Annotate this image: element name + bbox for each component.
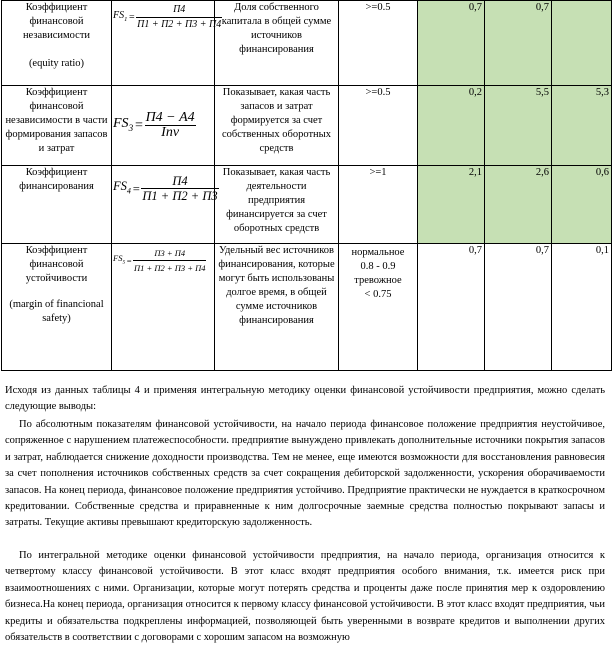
table-row [2,166,612,244]
formula: $FS_5=$ $\frac{П3 + П4}{П1 + П2 + П3 + П4}$ [113,248,206,273]
indicator-name-cell [2,244,112,371]
value-cell: 2,1 [418,166,485,244]
norm-cell: >=1 [339,166,418,244]
paragraph-integral-method: По интегральной методике оценки финансовой устойчивости предприятия, на начало периода, организация относится к четвертому классу финансовой устойчивости. В этот класс входят предприятия особого внимания, т.к. имеется риск при взаимоотношениях с ними. Организации, которые могут потерять средства и проценты даже после принятия мер к оздоровлению бизнеса.На конец периода, организация относится к первому классу финансовой устойчивости. В этот класс входят предприятия, чьи кредиты и обязательства подкреплены информацией, позволяющей быть уверенными в возврате кредитов и выполнении других обязательств в соответствии с договорами с хорошим запасом на возможную [5,550,605,644]
formula: $FS_1=$ $\frac{П4}{П1 + П2 + П3 + П4}$ [113,4,222,30]
norm-line: тревожное [354,275,402,286]
description-cell: Показывает, какая часть деятельности предприятия финансируется за счет оборотных средств [215,166,339,244]
indicator-name: Коэффициент финансовой независимости в части формирования запасов и затрат [5,87,108,154]
value-cell: 0,2 [418,86,485,166]
norm-line: < 0.75 [364,289,392,300]
value-cell: 0,7 [418,1,485,86]
formula-cell [112,244,215,371]
paragraph-absolute-indicators: По абсолютным показателям финансовой устойчивости, на начало периода финансовое положение предприятия неустойчивое, сопряженное с нарушением платежеспособности. предприятие вынуждено привлекать дополнительные источники покрытия запасов и затрат, наблюдается снижение доходности производства. Тем не менее, еще имеются возможности для восстановления равновесия за счет пополнения источников собственных средств за счет сокращения дебиторской задолженности, ускорения оборачиваемости запасов. На конец периода, финансовое положение предприятия устойчиво. Предприятие практически не нуждается в краткосрочном кредитовании. Собственные средства и приравненные к ним долгосрочные заемные средства полностью покрывают запасы и затраты. Текущие активы превышают кредиторскую задолженность. [5,419,605,529]
indicator-english-name: (margin of financional safety) [9,299,104,324]
norm-cell [339,244,418,371]
value-cell: 2,6 [485,166,552,244]
formula: $FS_4=$ $\frac{П4}{П1 + П2 + П3}$ [113,174,218,203]
indicator-name: Коэффициент финансирования [19,167,94,192]
value-cell: 0,6 [552,166,612,244]
value-cell: 0,7 [485,1,552,86]
indicator-name: Коэффициент финансовой независимости [22,2,91,41]
formula-cell [112,1,222,86]
formula-cell [112,86,215,166]
indicator-name-cell [2,166,112,244]
norm-line: 0.8 - 0.9 [360,261,396,272]
table-row [2,86,612,166]
norm-cell: >=0.5 [339,86,418,166]
value-cell [552,1,612,86]
indicator-english-name: (equity ratio) [28,58,85,69]
value-cell: 0,1 [552,244,612,371]
financial-stability-table [1,0,612,371]
indicator-name-cell [2,86,112,166]
value-cell: 0,7 [418,244,485,371]
value-cell: 5,5 [485,86,552,166]
indicator-name-cell [2,1,112,86]
table-row [2,1,612,86]
description-cell: Показывает, какая часть запасов и затрат формируется за счет собственных оборотных средств [215,86,339,166]
paragraph-intro: Исходя из данных таблицы 4 и применяя интегральную методику оценки финансовой устойчивости предприятия, можно сделать следующие выводы: [5,385,605,413]
value-cell: 5,3 [552,86,612,166]
formula: $FS_3=$ $\frac{П4 - А4}{\text{Inv}}$ [113,110,195,140]
norm-line: нормальное [351,247,405,258]
formula-cell [112,166,218,244]
indicator-name: Коэффициент финансовой устойчивости [25,245,88,284]
description-cell: Удельный вес источников финансирования, которые могут быть использованы долгое время, в общей сумме источников финансирования [215,244,339,371]
norm-cell: >=0.5 [339,1,418,86]
description-cell: Доля собственного капитала в общей сумме источников финансирования [215,1,339,86]
value-cell: 0,7 [485,244,552,371]
table-row [2,244,612,371]
